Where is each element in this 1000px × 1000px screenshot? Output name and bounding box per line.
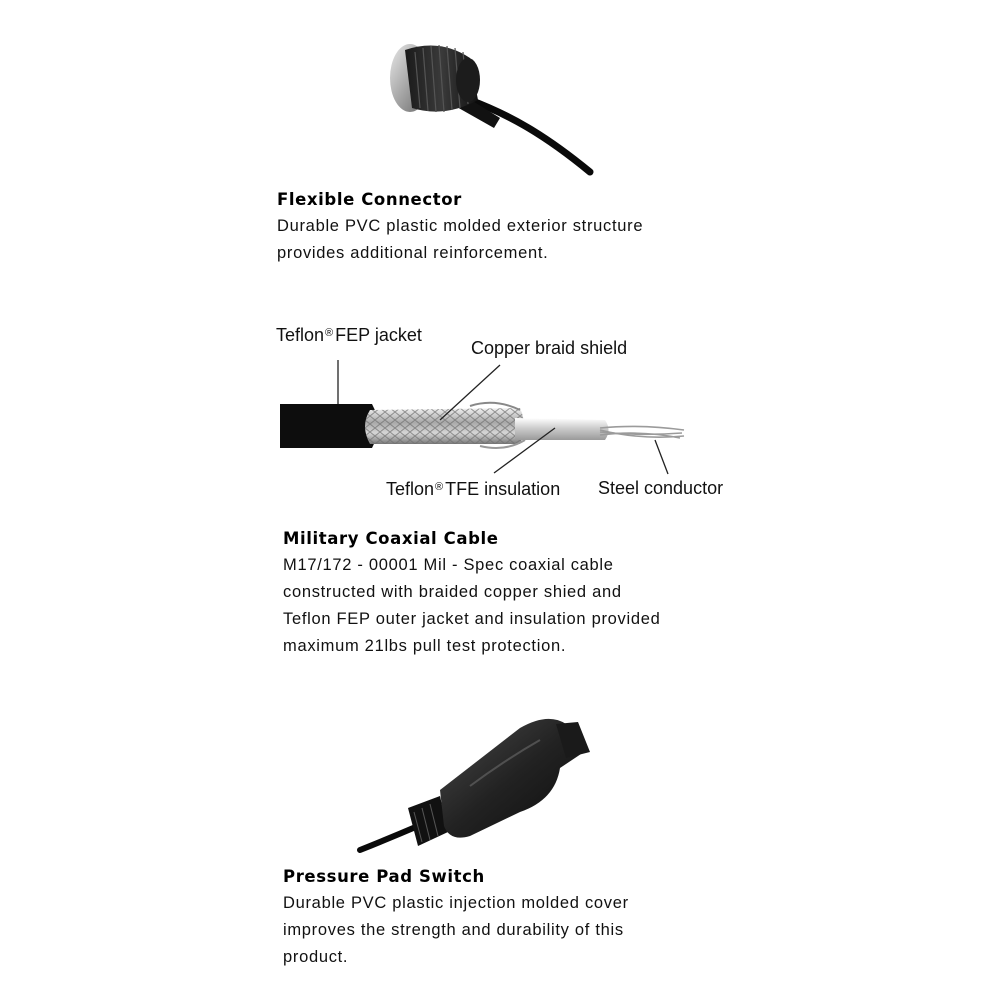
body-line: Durable PVC plastic molded exterior structure	[277, 217, 644, 235]
registered-mark: ®	[435, 481, 444, 493]
callout-suffix: TFE insulation	[445, 479, 561, 499]
callout-steel-conductor: Steel conductor	[598, 478, 724, 498]
body-line: improves the strength and durability of this	[283, 921, 624, 939]
section-body-pressure-pad-switch	[283, 890, 629, 971]
callout-copper-braid-shield: Copper braid shield	[471, 338, 628, 358]
body-line: maximum 21lbs pull test protection.	[283, 637, 567, 655]
body-line: constructed with braided copper shied and	[283, 583, 622, 601]
body-line: product.	[283, 948, 349, 966]
section-title-flexible-connector: Flexible Connector	[277, 190, 462, 209]
section-title-military-coaxial-cable: Military Coaxial Cable	[283, 529, 499, 548]
section-title-pressure-pad-switch: Pressure Pad Switch	[283, 867, 485, 886]
body-line: provides additional reinforcement.	[277, 244, 549, 262]
registered-mark: ®	[325, 327, 334, 339]
callout-prefix: Teflon	[276, 325, 325, 345]
callout-teflon-fep-jacket	[276, 325, 422, 346]
callout-suffix: FEP jacket	[335, 325, 422, 345]
section-body-flexible-connector	[277, 213, 643, 267]
body-line: Teflon FEP outer jacket and insulation provided	[283, 610, 661, 628]
body-line: Durable PVC plastic injection molded cover	[283, 894, 629, 912]
section-body-military-coaxial-cable	[283, 552, 660, 660]
body-line: M17/172 - 00001 Mil - Spec coaxial cable	[283, 556, 614, 574]
callout-prefix: Teflon	[386, 479, 435, 499]
callout-teflon-tfe-insulation	[386, 479, 560, 500]
